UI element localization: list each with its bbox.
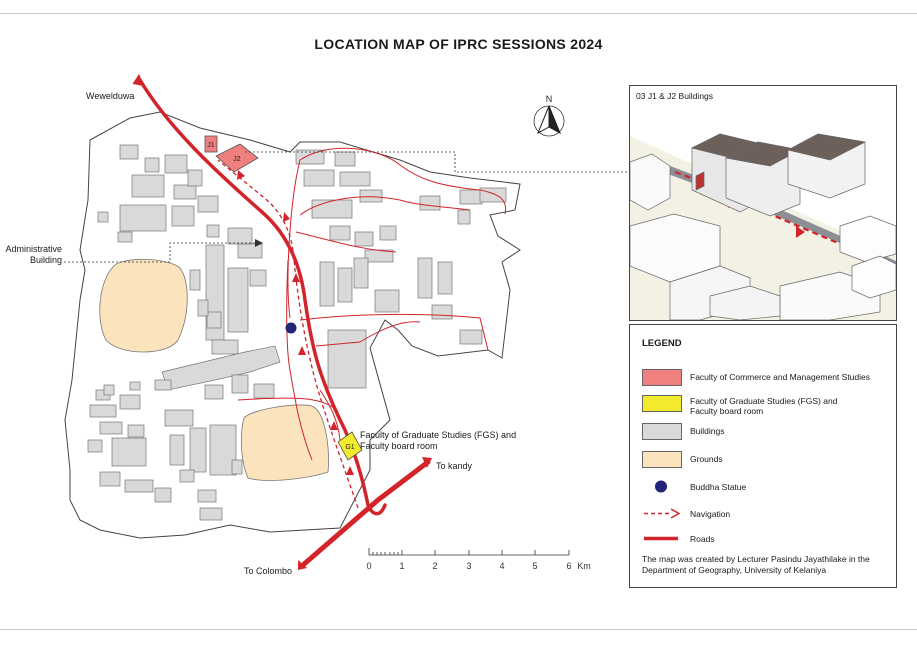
building bbox=[375, 290, 399, 312]
building bbox=[120, 205, 166, 231]
building bbox=[98, 212, 108, 222]
building bbox=[200, 508, 222, 520]
building bbox=[418, 258, 432, 298]
building bbox=[355, 232, 373, 246]
building bbox=[354, 258, 368, 288]
building bbox=[188, 170, 202, 186]
building bbox=[207, 225, 219, 237]
building bbox=[180, 470, 194, 482]
j1-code: J1 bbox=[207, 142, 215, 149]
building bbox=[198, 300, 208, 316]
building bbox=[120, 145, 138, 159]
legend bbox=[629, 324, 897, 588]
scale-bar bbox=[369, 548, 569, 555]
building bbox=[228, 228, 252, 244]
building bbox=[304, 170, 334, 186]
building bbox=[132, 175, 164, 197]
legend-swatch-fgs bbox=[642, 395, 682, 412]
label-to-colombo: To Colombo bbox=[244, 566, 293, 576]
building bbox=[198, 490, 216, 502]
scale-tick: 4 bbox=[499, 561, 505, 571]
legend-symbol-roads bbox=[642, 531, 680, 546]
building bbox=[340, 172, 370, 186]
building bbox=[420, 196, 440, 210]
building bbox=[128, 425, 144, 437]
building bbox=[330, 226, 350, 240]
scale-tick-labels bbox=[366, 561, 590, 571]
building bbox=[120, 395, 140, 409]
building bbox=[112, 438, 146, 466]
building bbox=[460, 330, 482, 344]
building bbox=[198, 196, 218, 212]
building bbox=[170, 435, 184, 465]
building bbox=[238, 244, 262, 258]
g1-code: G1 bbox=[345, 444, 355, 451]
legend-symbol-navigation bbox=[642, 506, 680, 521]
ground-south bbox=[241, 405, 328, 481]
inset-j1-j2-buildings bbox=[629, 85, 897, 321]
building bbox=[190, 270, 200, 290]
j2-code: J2 bbox=[233, 156, 241, 163]
building bbox=[360, 190, 382, 202]
legend-label: Navigation bbox=[690, 509, 731, 519]
legend-title: LEGEND bbox=[642, 338, 682, 349]
inset-3d-view bbox=[630, 86, 896, 320]
building bbox=[205, 385, 223, 399]
building bbox=[254, 384, 274, 398]
legend-swatch-grounds bbox=[642, 451, 682, 468]
building bbox=[100, 422, 122, 434]
label-wewelduwa: Wewelduwa bbox=[86, 91, 135, 101]
legend-label: Faculty of Commerce and Management Studies bbox=[690, 372, 871, 382]
building bbox=[174, 185, 196, 199]
building bbox=[130, 382, 140, 390]
building bbox=[155, 380, 171, 390]
building bbox=[88, 440, 102, 452]
building bbox=[165, 410, 193, 426]
building bbox=[250, 270, 266, 286]
building bbox=[458, 210, 470, 224]
building bbox=[320, 262, 334, 306]
legend-symbol-buddha-statue bbox=[642, 479, 680, 494]
scale-tick: 5 bbox=[532, 561, 538, 571]
legend-label: Buddha Statue bbox=[690, 482, 747, 492]
building bbox=[328, 330, 366, 388]
scale-tick: 1 bbox=[399, 561, 405, 571]
building bbox=[165, 155, 187, 173]
scale-unit: Km bbox=[577, 561, 591, 571]
label-to-kandy: To kandy bbox=[436, 461, 473, 471]
arrow-north bbox=[133, 75, 143, 86]
building bbox=[338, 268, 352, 302]
ground-north bbox=[100, 259, 188, 352]
building bbox=[312, 200, 352, 218]
legend-label: Grounds bbox=[690, 454, 723, 464]
building bbox=[232, 375, 248, 393]
building bbox=[90, 405, 116, 417]
legend-swatch-buildings bbox=[642, 423, 682, 440]
inset-title: 03 J1 & J2 Buildings bbox=[636, 91, 714, 101]
building bbox=[125, 480, 153, 492]
building bbox=[207, 312, 221, 328]
building bbox=[212, 340, 238, 354]
legend-label: Faculty of Graduate Studies (FGS) and Faculty board room bbox=[690, 396, 838, 416]
label-administrative-building: Administrative Building bbox=[5, 244, 62, 265]
north-arrow bbox=[534, 106, 564, 136]
buddha-statue bbox=[286, 323, 297, 334]
building bbox=[228, 268, 248, 332]
legend-swatch-commerce bbox=[642, 369, 682, 386]
map-title: LOCATION MAP OF IPRC SESSIONS 2024 bbox=[314, 36, 603, 52]
building bbox=[438, 262, 452, 294]
scale-tick: 2 bbox=[432, 561, 438, 571]
north-label: N bbox=[545, 94, 553, 104]
building bbox=[460, 190, 482, 204]
building bbox=[335, 152, 355, 166]
building bbox=[145, 158, 159, 172]
building bbox=[104, 385, 114, 395]
building bbox=[380, 226, 396, 240]
scale-tick: 0 bbox=[366, 561, 372, 571]
legend-label: Roads bbox=[690, 534, 715, 544]
building bbox=[118, 232, 132, 242]
scale-tick: 6 bbox=[566, 561, 572, 571]
building bbox=[172, 206, 194, 226]
building bbox=[190, 428, 206, 472]
building bbox=[100, 472, 120, 486]
legend-label: Buildings bbox=[690, 426, 725, 436]
building bbox=[155, 488, 171, 502]
building bbox=[432, 305, 452, 319]
label-fgs: Faculty of Graduate Studies (FGS) and Faculty board room bbox=[360, 430, 517, 451]
building bbox=[232, 460, 242, 474]
scale-tick: 3 bbox=[466, 561, 472, 571]
legend-credit-note: The map was created by Lecturer Pasindu Jayathilake in the Department of Geography, University of Kelaniya bbox=[642, 554, 870, 575]
